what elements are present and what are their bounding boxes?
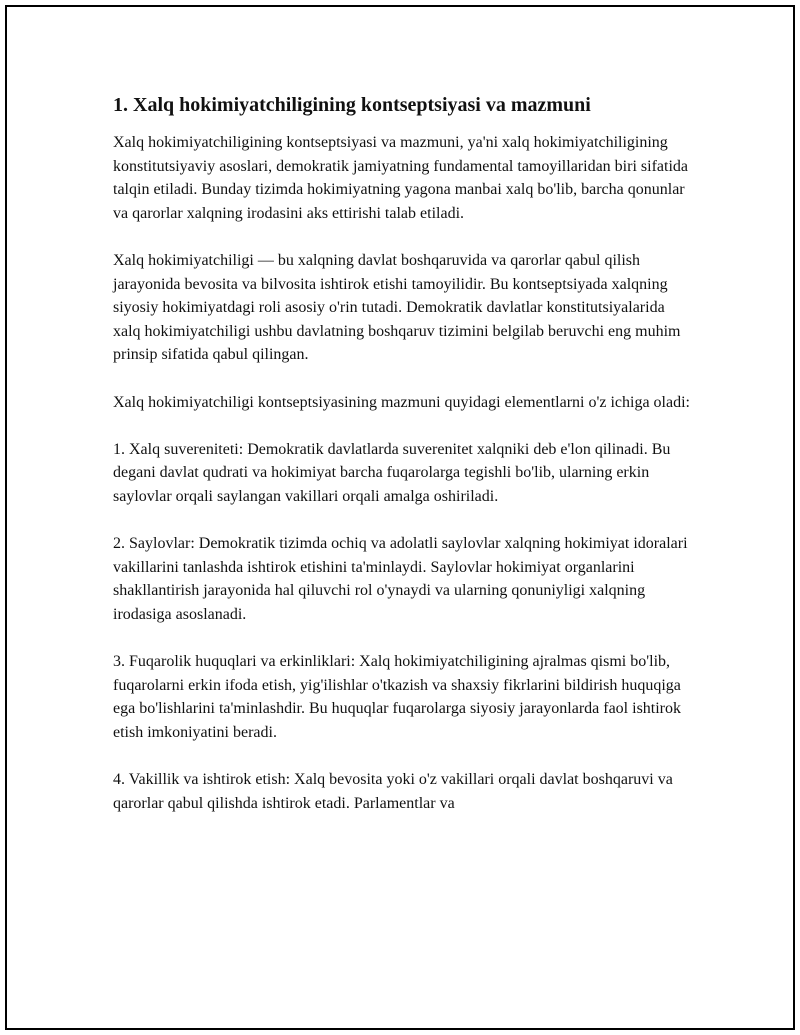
paragraph-elements-intro: Xalq hokimiyatchiligi kontseptsiyasining mazmuni quyidagi elementlarni o'z ichiga oladi: [113,393,690,411]
list-item-sovereignty: 1. Xalq suvereniteti: Demokratik davlatlarda suverenitet xalqniki deb e'lon qilinadi. Bu degani davlat qudrati va hokimiyat barcha fuqarolarga tegishli bo'lib, ularning erkin saylovlar orqali saylangan vakillari orqali amalga oshiriladi. [113,440,671,505]
document-body [113,92,693,839]
paragraph-intro: Xalq hokimiyatchiligining kontseptsiyasi va mazmuni, ya'ni xalq hokimiyatchiligining konstitutsiyaviy asoslari, demokratik jamiyatning fundamental tamoyillaridan biri sifatida talqin etiladi. Bunday tizimda hokimiyatning yagona manbai xalq bo'lib, barcha qonunlar va qarorlar xalqning irodasini aks ettirishi talab etiladi. [113,134,688,222]
list-item-elections: 2. Saylovlar: Demokratik tizimda ochiq va adolatli saylovlar xalqning hokimiyat idoralari vakillarini tanlashda ishtirok etishini ta'minlaydi. Saylovlar hokimiyat organlarini shakllantirish jarayonida hal qiluvchi rol o'ynaydi va ularning qonuniyligi xalqning irodasiga asoslanadi. [113,535,688,623]
list-item-representation: 4. Vakillik va ishtirok etish: Xalq bevosita yoki o'z vakillari orqali davlat boshqaruvi va qarorlar qabul qilishda ishtirok etadi. Parlamentlar va [113,771,673,812]
document-title: 1. Xalq hokimiyatchiligining kontseptsiyasi va mazmuni [113,94,591,116]
paragraph-definition: Xalq hokimiyatchiligi — bu xalqning davlat boshqaruvida va qarorlar qabul qilish jarayonida bevosita va bilvosita ishtirok etishi tamoyilidir. Bu kontseptsiyada xalqning siyosiy hokimiyatdagi roli asosiy o'rin tutadi. Demokratik davlatlar konstitutsiyalarida xalq hokimiyatchiligi ushbu davlatning boshqaruv tizimini belgilab beruvchi eng muhim prinsip sifatida qabul qilingan. [113,251,681,364]
list-item-civil-rights: 3. Fuqarolik huquqlari va erkinliklari: Xalq hokimiyatchiligining ajralmas qismi bo'lib, fuqarolarni erkin ifoda etish, yig'ilishlar o'tkazish va shaxsiy fikrlarini bildirish huquqiga ega bo'lishlarini ta'minlashdir. Bu huquqlar fuqarolarga siyosiy jarayonlarda faol ishtirok etish imkoniyatini beradi. [113,653,682,741]
